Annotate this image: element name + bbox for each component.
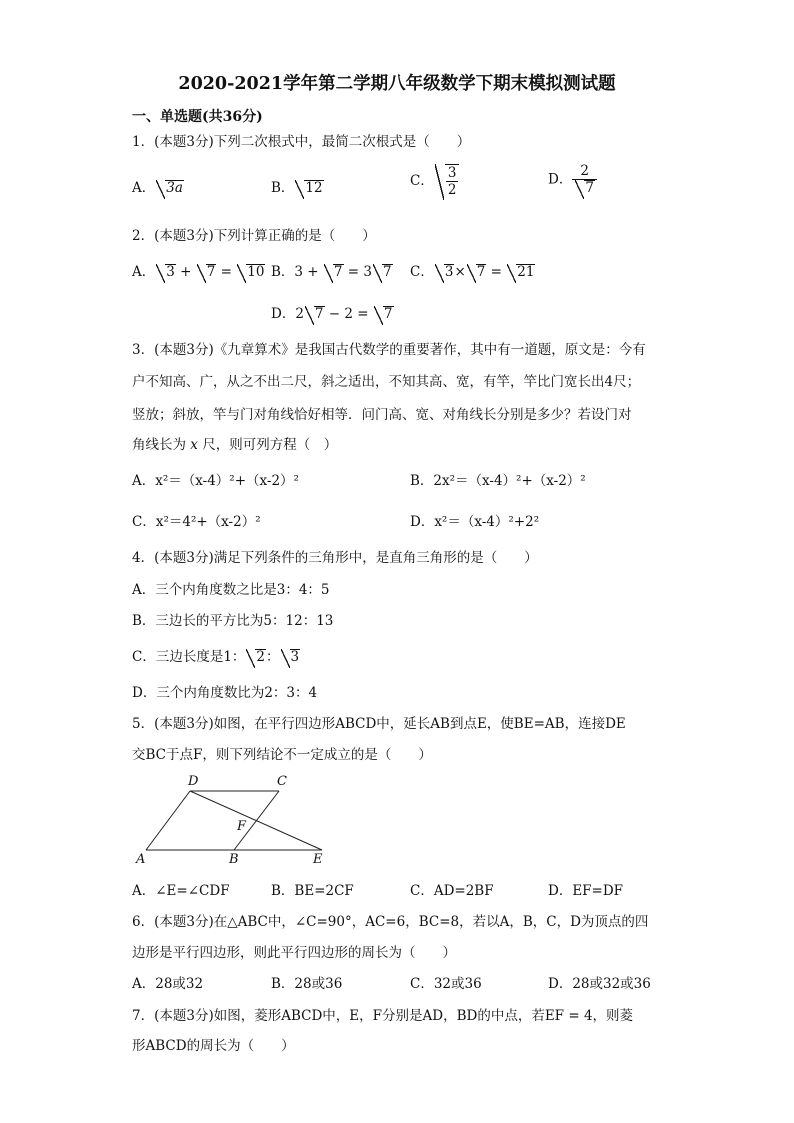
option-label: C．	[410, 173, 434, 190]
q6-option-b[interactable]: B．28或36	[271, 976, 343, 992]
parallelogram-figure	[130, 770, 340, 868]
q3-line: 角线长为 x 尺，则可列方程（ ）	[132, 437, 338, 453]
sqrt-symbol: $\frac{3}{2}$	[435, 164, 460, 198]
q6-option-a[interactable]: A．28或32	[132, 976, 204, 992]
q4-option-b[interactable]: B．三边长的平方比为5：12：13	[132, 613, 334, 629]
q1-option-d[interactable]: D． $\frac{2}{7}$	[548, 163, 597, 197]
q2-option-b[interactable]: B．3 + 7 = 3 7	[271, 264, 392, 280]
line-AD	[146, 791, 190, 850]
q6-option-c[interactable]: C．32或36	[410, 976, 482, 992]
option-label: D．	[548, 171, 573, 188]
q6-line: 边形是平行四边形，则此平行四边形的周长为（ ）	[132, 945, 456, 961]
q1-option-c[interactable]	[410, 164, 459, 198]
sqrt-symbol: 7	[575, 180, 595, 197]
q1-option-a[interactable]	[132, 176, 184, 197]
q4-option-c[interactable]: C．三边长度是1： 2： 3	[132, 649, 300, 665]
q6-option-d[interactable]: D．28或32或36	[548, 976, 651, 992]
q3-option-c[interactable]: C．x²＝4²+（x-2）²	[132, 514, 261, 530]
option-label: B．	[271, 180, 295, 196]
q4-option-a[interactable]: A．三个内角度数之比是3：4：5	[132, 582, 330, 598]
q2-option-c[interactable]: C． 3× 7 = 21	[410, 264, 535, 280]
line-DE	[190, 791, 322, 850]
q7-line: 7．(本题3分)如图，菱形ABCD中，E，F分别是AD，BD的中点，若EF = 4，则菱	[132, 1008, 634, 1024]
q3-option-d[interactable]: D．x²＝（x-4）²+2²	[410, 514, 540, 530]
q5-line: 5．(本题3分)如图，在平行四边形ABCD中，延长AB到点E，使BE=AB，连接DE	[132, 716, 626, 732]
q5-option-b[interactable]: B．BE=2CF	[271, 883, 354, 899]
q6-line: 6．(本题3分)在△ABC中，∠C=90°，AC=6，BC=8，若以A，B，C，D为顶点的四	[132, 914, 649, 930]
label-D: D	[188, 774, 199, 789]
q7-line: 形ABCD的周长为（ ）	[132, 1038, 295, 1054]
q3-line: 3．(本题3分)《九章算术》是我国古代数学的重要著作，其中有一道题，原文是：今有	[132, 342, 646, 358]
q3-line: 户不知高、广，从之不出二尺，斜之适出，不知其高、宽，有竿，竿比门宽长出4尺；	[132, 374, 641, 390]
q3-option-a[interactable]: A．x²＝（x-4）²+（x-2）²	[132, 473, 299, 489]
q4-option-d[interactable]: D．三个内角度数比为2：3：4	[132, 685, 318, 701]
q5-option-c[interactable]: C．AD=2BF	[410, 883, 494, 899]
section-heading: 一、单选题(共36分)	[132, 109, 263, 125]
label-B: B	[229, 852, 239, 867]
label-C: C	[277, 774, 287, 789]
label-A: A	[136, 852, 146, 867]
label-F: F	[237, 819, 247, 834]
q1-option-b[interactable]	[271, 176, 324, 197]
option-label: A．	[132, 180, 156, 196]
q5-option-d[interactable]: D．EF=DF	[548, 883, 624, 899]
q3-option-b[interactable]: B．2x²＝（x-4）²+（x-2）²	[410, 473, 586, 489]
q2-option-a[interactable]: A． 3 + 7 = 10	[132, 264, 265, 280]
q1-stem: 1．(本题3分)下列二次根式中，最简二次根式是（ ）	[132, 134, 471, 150]
q4-stem: 4．(本题3分)满足下列条件的三角形中，是直角三角形的是（ ）	[132, 550, 538, 566]
q2-stem: 2．(本题3分)下列计算正确的是（ ）	[132, 228, 376, 244]
q5-line: 交BC于点F，则下列结论不一定成立的是（ ）	[132, 747, 432, 763]
q5-option-a[interactable]: A．∠E=∠CDF	[132, 883, 230, 899]
label-E: E	[313, 852, 323, 867]
page-title: 2020-2021学年第二学期八年级数学下期末模拟测试题	[178, 74, 616, 94]
sqrt-symbol: 3a	[156, 180, 184, 197]
sqrt-symbol: 12	[295, 180, 323, 197]
q3-line: 竖放；斜放，竿与门对角线恰好相等．问门高、宽、对角线长分别是多少？若设门对	[132, 407, 632, 423]
q2-option-d[interactable]: D．2 7 − 2 = 7	[271, 306, 393, 322]
